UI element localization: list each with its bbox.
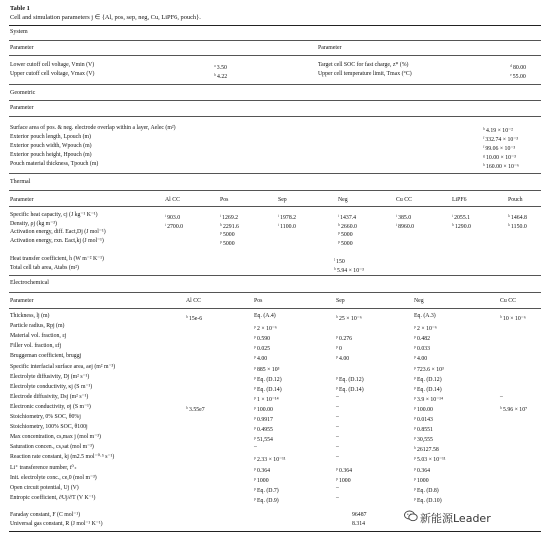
divider xyxy=(9,275,541,276)
divider xyxy=(9,84,541,85)
echem-cell: – xyxy=(336,393,339,400)
thermal-cell: $^p$5000 xyxy=(220,230,235,238)
section-thermal: Thermal xyxy=(10,179,31,185)
echem-param-label: Entropic coefficient, ∂Uj/∂T (V K⁻¹) xyxy=(10,494,96,501)
divider xyxy=(9,292,541,293)
echem-cell: $^p$Eq. (D.14) xyxy=(254,384,282,393)
echem-cell: $^p$1000 xyxy=(336,475,351,484)
table-label: Table 1 xyxy=(10,5,30,12)
echem-param-label: Particle radius, Rpj (m) xyxy=(10,323,65,330)
geometric-param-label: Exterior pouch width, Wpouch (m) xyxy=(10,143,92,149)
thermal-cell: $^k$1464.8 xyxy=(508,213,527,221)
thermal-cell: $^i$1269.2 xyxy=(220,213,239,221)
echem-cell: $^p$0.276 xyxy=(336,334,353,343)
system-param-label: Target cell SOC for fast charge, z* (%) xyxy=(318,62,409,68)
system-param-label: Upper cell temperature limit, Tmax (°C) xyxy=(318,71,412,77)
thermal-col-header: Sep xyxy=(278,197,287,203)
thermal-cell: $^p$5000 xyxy=(338,238,353,247)
thermal-cell: $^i$2700.0 xyxy=(165,221,184,230)
echem-cell: $^p$51,554 xyxy=(254,435,273,444)
echem-param-label: Electrolyte diffusivity, Dj (m² s⁻¹) xyxy=(10,373,90,380)
echem-param-label: Thickness, lj (m) xyxy=(10,313,50,319)
echem-cell: – xyxy=(336,444,339,451)
thermal-col-header: Pouch xyxy=(508,197,523,203)
echem-cell: $^p$100.00 xyxy=(414,404,433,413)
divider xyxy=(9,55,541,56)
echem-cell: $^p$Eq. (D.7) xyxy=(254,485,279,494)
echem-cell: $^p$2.33 × 10⁻¹¹ xyxy=(254,455,286,464)
geometric-param-value: $^b$4.19 × 10⁻² xyxy=(483,126,513,134)
echem-cell: $^p$0.4955 xyxy=(254,425,273,434)
divider xyxy=(9,531,541,532)
thermal-cell: $^p$5000 xyxy=(338,230,353,238)
thermal-col-header: Cu CC xyxy=(396,197,412,203)
echem-param-label: Init. electrolyte conc., ce,0 (mol m⁻³) xyxy=(10,474,97,481)
echem-col-header: Cu CC xyxy=(500,298,516,304)
echem-param-label: Electronic conductivity, σj (S m⁻¹) xyxy=(10,403,91,410)
geometric-param-value: $^f$332.74 × 10⁻³ xyxy=(483,135,519,143)
echem-cell: – xyxy=(336,434,339,441)
constant-value: 96487 xyxy=(352,512,367,518)
thermal-cell: $^i$1978.2 xyxy=(278,213,297,221)
echem-cell: $^p$2 × 10⁻⁶ xyxy=(254,324,277,333)
echem-cell: – xyxy=(336,484,339,491)
thermal-cell: $^i$1100.0 xyxy=(278,221,296,230)
section-electrochemical: Electrochemical xyxy=(10,280,49,286)
echem-param-label: Max concentration, cs,max j (mol m⁻³) xyxy=(10,434,101,441)
divider xyxy=(9,100,541,101)
echem-cell: $^p$2 × 10⁻⁶ xyxy=(414,324,437,333)
divider xyxy=(9,190,541,191)
echem-param-label: Bruggeman coefficient, bruggj xyxy=(10,353,82,360)
system-param-value: $^a$3.50 xyxy=(214,63,227,71)
echem-cell: $^p$723.6 × 10³ xyxy=(414,364,444,373)
echem-cell: $^p$0 xyxy=(336,344,342,353)
echem-cell: $^p$4.00 xyxy=(254,354,268,363)
echem-cell: $^p$Eq. (D.8) xyxy=(414,485,439,494)
table-caption: Cell and simulation parameters j ∈ {Al, pos, sep, neg, Cu, LiPF6, pouch}. xyxy=(10,14,201,21)
echem-cell: – xyxy=(336,403,339,410)
thermal-param-label: Heat transfer coefficient, h (W m⁻² K⁻¹) xyxy=(10,256,104,262)
thermal-cell: $^i$2055.1 xyxy=(452,213,471,221)
thermal-param-label: Specific heat capacity, cj (J kg⁻¹ K⁻¹) xyxy=(10,212,98,218)
echem-param-label: Stoichiometry, 0% SOC, θ0%j xyxy=(10,414,81,420)
thermal-col-header: LiPF6 xyxy=(452,197,467,203)
echem-param-label: Material vol. fraction, εj xyxy=(10,333,67,340)
echem-col-header: Pos xyxy=(254,298,263,304)
echem-cell: $^p$0.590 xyxy=(254,334,271,343)
echem-cell: – xyxy=(336,454,339,461)
echem-cell: $^p$4.00 xyxy=(336,354,350,363)
param-header: Parameter xyxy=(10,298,34,304)
echem-cell: $^p$Eq. (D.12) xyxy=(254,374,282,383)
echem-param-label: Open circuit potential, Uj (V) xyxy=(10,484,79,491)
echem-cell: $^p$4.00 xyxy=(414,354,428,363)
system-param-label: Upper cutoff cell voltage, Vmax (V) xyxy=(10,71,95,77)
echem-col-header: Al CC xyxy=(186,298,201,304)
echem-cell: $^p$0.033 xyxy=(414,344,431,353)
system-param-value: $^e$55.00 xyxy=(510,72,526,80)
constant-value: 8.314 xyxy=(352,521,366,527)
geometric-param-label: Exterior pouch height, Hpouch (m) xyxy=(10,152,92,158)
echem-param-label: Electrode diffusivity, Dsj (m² s⁻¹) xyxy=(10,393,89,400)
echem-cell: $^p$0.025 xyxy=(254,344,271,353)
echem-cell: $^p$885 × 10³ xyxy=(254,364,280,373)
geometric-param-label: Surface area of pos. & neg. electrode overlap within a layer, Aelec (m²) xyxy=(10,125,176,131)
section-geometric: Geometric xyxy=(10,90,36,96)
thermal-cell: $^i$385.0 xyxy=(396,213,412,221)
geometric-param-value: $^b$160.00 × 10⁻⁶ xyxy=(483,162,519,170)
echem-cell: $^p$Eq. (D.10) xyxy=(414,495,442,504)
constant-label: Faraday constant, F (C mol⁻¹) xyxy=(10,512,81,518)
thermal-col-header: Pos xyxy=(220,197,229,203)
echem-cell: $^b$10 × 10⁻⁶ xyxy=(500,314,526,322)
echem-cell: $^p$1 × 10⁻¹⁴ xyxy=(254,394,279,403)
thermal-cell: $^b$2291.6 xyxy=(220,221,239,230)
thermal-param-label: Activation energy, rxn. Eact,kj (J mol⁻¹) xyxy=(10,237,104,244)
echem-cell: $^p$Eq. (D.9) xyxy=(254,495,279,504)
echem-cell: $^p$0.8551 xyxy=(414,425,433,434)
echem-cell: $^p$0.364 xyxy=(336,465,353,474)
echem-cell: $^p$Eq. (D.12) xyxy=(336,374,364,383)
echem-cell: $^p$0.482 xyxy=(414,334,431,343)
echem-cell: $^p$Eq. (D.12) xyxy=(414,374,442,383)
echem-col-header: Sep xyxy=(336,298,345,304)
echem-cell: $^p$0.364 xyxy=(414,465,431,474)
echem-cell: $^b$5.96 × 10⁷ xyxy=(500,404,528,413)
thermal-cell: $^b$5.94 × 10⁻³ xyxy=(334,266,364,274)
echem-cell: – xyxy=(254,444,257,451)
echem-cell: Eq. (A.4) xyxy=(254,313,276,319)
thermal-cell: $^b$1290.0 xyxy=(452,221,471,230)
param-header-2: Parameter xyxy=(318,45,342,51)
echem-cell: – xyxy=(336,494,339,501)
system-param-value: $^d$80.00 xyxy=(510,63,527,71)
param-header: Parameter xyxy=(10,45,34,51)
thermal-col-header: Neg xyxy=(338,197,348,203)
wechat-icon xyxy=(404,510,418,522)
echem-cell: $^b$3.55e7 xyxy=(186,404,205,413)
echem-cell: Eq. (A.3) xyxy=(414,313,436,319)
echem-col-header: Neg xyxy=(414,298,424,304)
geometric-param-label: Exterior pouch length, Lpouch (m) xyxy=(10,134,91,140)
echem-cell: $^p$0.0143 xyxy=(414,415,433,423)
divider xyxy=(9,173,541,174)
echem-cell: $^p$0.364 xyxy=(254,465,271,474)
thermal-cell: $^k$1150.0 xyxy=(508,221,527,230)
divider xyxy=(9,116,541,117)
echem-cell: $^p$1000 xyxy=(414,475,429,484)
echem-cell: – xyxy=(500,393,503,400)
thermal-param-label: Activation energy, diff. Eact,Dj (J mol⁻¹) xyxy=(10,229,106,235)
echem-param-label: Reaction rate constant, kj (m2.5 mol⁻⁰·⁵ s⁻¹) xyxy=(10,454,115,461)
thermal-cell: $^p$5000 xyxy=(220,238,235,247)
echem-cell: $^p$1000 xyxy=(254,475,269,484)
param-header: Parameter xyxy=(10,105,34,111)
echem-param-label: Stoichiometry, 100% SOC, θ100j xyxy=(10,424,88,431)
echem-cell: $^b$26127.58 xyxy=(414,445,439,454)
echem-cell: $^p$100.00 xyxy=(254,404,273,413)
watermark-text: 新能源Leader xyxy=(420,512,491,525)
thermal-cell: $^l$150 xyxy=(334,257,345,265)
echem-cell: $^p$30,555 xyxy=(414,435,433,444)
echem-param-label: Specific interfacial surface area, aej (m² m⁻³) xyxy=(10,363,116,370)
system-param-label: Lower cutoff cell voltage, Vmin (V) xyxy=(10,62,95,68)
geometric-param-value: $^f$99.06 × 10⁻³ xyxy=(483,144,516,152)
echem-cell: – xyxy=(336,424,339,431)
system-param-value: $^b$4.22 xyxy=(214,72,228,80)
divider xyxy=(9,40,541,41)
echem-cell: $^p$3.9 × 10⁻¹⁴ xyxy=(414,394,444,403)
thermal-cell: $^i$8960.0 xyxy=(396,221,415,230)
echem-param-label: Saturation concen., cs,sat (mol m⁻³) xyxy=(10,444,94,451)
thermal-param-label: Density, ρj (kg m⁻³) xyxy=(10,220,57,227)
thermal-cell: $^i$903.0 xyxy=(165,213,181,221)
echem-param-label: Filler vol. fraction, εfj xyxy=(10,343,62,350)
echem-cell: – xyxy=(336,414,339,420)
thermal-param-label: Total cell tab area, Atabs (m²) xyxy=(10,265,79,271)
thermal-cell: $^i$1437.4 xyxy=(338,213,357,221)
section-system: System xyxy=(10,29,28,35)
echem-param-label: Electrolyte conductivity, κj (S m⁻¹) xyxy=(10,383,93,390)
echem-cell: $^b$15e-6 xyxy=(186,314,203,322)
thermal-cell: $^b$2660.0 xyxy=(338,221,357,230)
echem-cell: $^p$Eq. (D.14) xyxy=(336,384,364,393)
constant-label: Universal gas constant, R (J mol⁻¹ K⁻¹) xyxy=(10,521,103,527)
echem-param-label: Li⁺ transference number, t⁰₊ xyxy=(10,464,77,471)
echem-cell: $^p$Eq. (D.14) xyxy=(414,384,442,393)
divider xyxy=(9,308,541,309)
divider xyxy=(9,25,541,26)
echem-cell: $^p$5.03 × 10⁻¹¹ xyxy=(414,455,446,464)
divider xyxy=(9,206,541,207)
echem-cell: $^p$0.9917 xyxy=(254,415,273,423)
param-header: Parameter xyxy=(10,197,34,203)
echem-cell: $^b$25 × 10⁻⁶ xyxy=(336,314,362,322)
geometric-param-label: Pouch material thickness, Tpouch (m) xyxy=(10,161,99,167)
geometric-param-value: $^g$10.00 × 10⁻³ xyxy=(483,153,516,161)
thermal-col-header: Al CC xyxy=(165,197,180,203)
